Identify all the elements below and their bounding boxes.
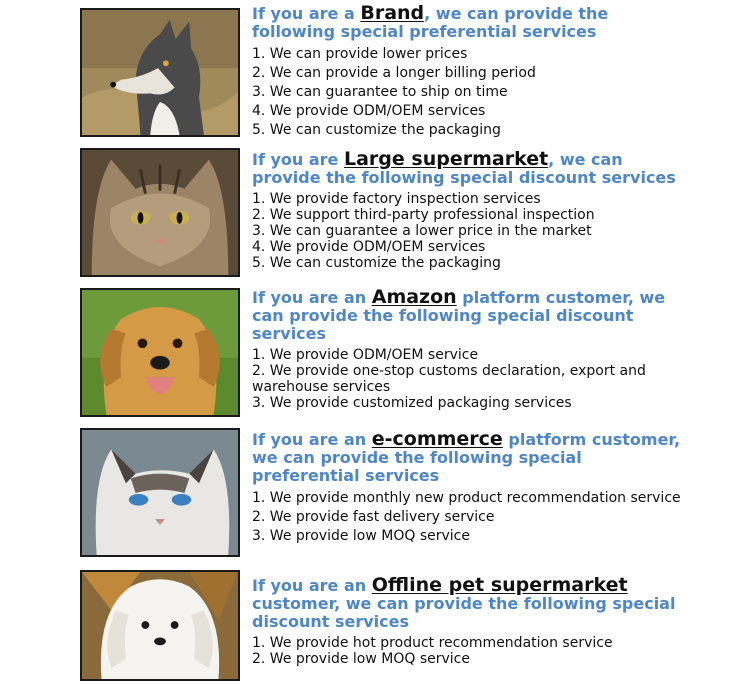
white-maltese-dog-photo — [80, 570, 240, 681]
list-item: 5. We can customize the packaging — [252, 255, 501, 271]
keyword-brand: Brand — [360, 2, 425, 24]
headline: If you are an e-commerce platform customer, we can provide the following special preferential services — [252, 428, 681, 485]
list-item: 4. We provide ODM/OEM services — [252, 103, 486, 119]
list-item: 2. We can provide a longer billing period — [252, 65, 536, 81]
list-item: 2. We provide low MOQ service — [252, 651, 470, 667]
headline: If you are an Offline pet supermarket customer, we can provide the following special discount services — [252, 574, 676, 631]
service-list — [252, 191, 692, 271]
list-item: 1. We provide ODM/OEM service — [252, 347, 479, 363]
offer-text-brand — [252, 4, 692, 140]
service-list — [252, 347, 692, 411]
list-item: 1. We provide factory inspection services — [252, 191, 541, 207]
service-list — [252, 635, 692, 667]
list-item: 5. We can customize the packaging — [252, 122, 501, 138]
list-item: 3. We can guarantee to ship on time — [252, 84, 508, 100]
headline: If you are an Amazon platform customer, we can provide the following special discount services — [252, 286, 666, 343]
list-item: 3. We can guarantee a lower price in the market — [252, 223, 592, 239]
list-item: 2. We support third-party professional inspection — [252, 207, 595, 223]
list-item: 3. We provide low MOQ service — [252, 528, 470, 544]
blue-eyed-cat-photo — [80, 428, 240, 557]
husky-dog-photo — [80, 8, 240, 137]
keyword-offline-pet-supermarket: Offline pet supermarket — [371, 574, 628, 596]
service-list — [252, 489, 692, 546]
list-item: 2. We provide one-stop customs declaration, export and warehouse services — [252, 363, 646, 395]
tabby-cat-photo — [80, 148, 240, 277]
headline: If you are a Brand, we can provide the following special preferential services — [252, 2, 609, 41]
list-item: 1. We provide monthly new product recommendation service — [252, 490, 681, 506]
golden-retriever-photo — [80, 288, 240, 417]
list-item: 1. We provide hot product recommendation service — [252, 635, 613, 651]
list-item: 2. We provide fast delivery service — [252, 509, 495, 525]
offer-text-offline-pet-supermarket — [252, 576, 692, 667]
keyword-e-commerce: e-commerce — [371, 428, 503, 450]
list-item: 1. We can provide lower prices — [252, 46, 468, 62]
list-item: 4. We provide ODM/OEM services — [252, 239, 486, 255]
keyword-amazon: Amazon — [371, 286, 457, 308]
offer-text-e-commerce — [252, 430, 692, 546]
headline: If you are Large supermarket, we can provide the following special discount services — [252, 148, 676, 187]
keyword-large-supermarket: Large supermarket — [343, 148, 549, 170]
list-item: 3. We provide customized packaging services — [252, 395, 572, 411]
offer-text-large-supermarket — [252, 150, 692, 271]
service-list — [252, 45, 692, 140]
offer-text-amazon — [252, 288, 692, 411]
